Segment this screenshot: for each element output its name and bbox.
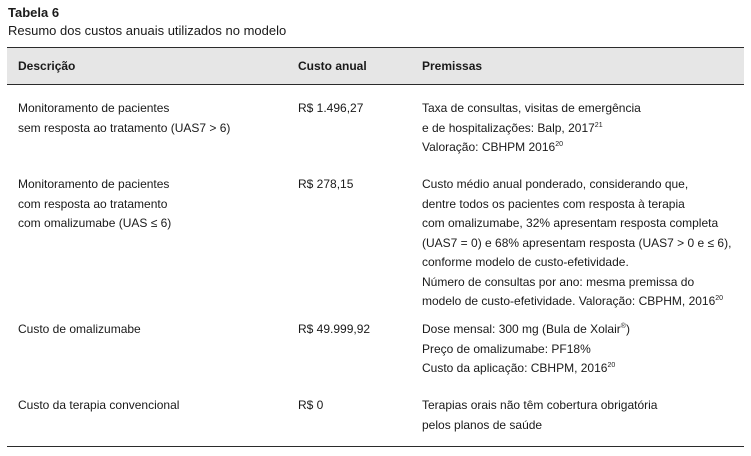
premise-line: Terapias orais não têm cobertura obrigatória <box>422 398 658 412</box>
reference-superscript: 20 <box>607 362 616 369</box>
reference-superscript: 20 <box>555 141 563 148</box>
premise-line: pelos planos de saúde <box>422 417 543 432</box>
premise-line: Preço de omalizumabe: PF18% <box>422 341 591 356</box>
row-cost: R$ 278,15 <box>298 177 354 191</box>
description-line: sem resposta ao tratamento (UAS7 > 6) <box>18 120 231 135</box>
row-premises <box>422 320 744 379</box>
cost-table <box>7 47 744 432</box>
row-cost: R$ 0 <box>298 398 324 412</box>
premise-line: conforme modelo de custo-efetividade. <box>422 255 629 269</box>
premise-line: modelo de custo-efetividade. Valoração: CBPHM, 2016$^{20}$ <box>422 294 724 308</box>
row-description <box>18 175 288 234</box>
table-caption-title: Tabela 6 <box>8 5 60 20</box>
premise-line: com omalizumabe, 32% apresentam resposta completa <box>422 216 719 230</box>
premise-line: dentre todos os pacientes com resposta à terapia <box>422 196 685 211</box>
description-line: Custo de omalizumabe <box>18 322 141 336</box>
row-cost: R$ 49.999,92 <box>298 322 371 336</box>
row-description <box>18 396 288 416</box>
premise-line: Número de consultas por ano: mesma premissa do <box>422 274 695 289</box>
header-description: Descrição <box>18 59 76 73</box>
premise-line: e de hospitalizações: Balp, 2017$^{21}$ <box>422 120 603 135</box>
premise-line: Custo da aplicação: CBHPM, 2016$^{20}$ <box>422 361 616 375</box>
row-premises <box>422 99 744 158</box>
table-bottom-rule <box>7 446 744 447</box>
header-premises: Premissas <box>422 59 483 73</box>
premise-line: Valoração: CBHPM 2016$^{20}$ <box>422 140 563 154</box>
registered-mark: ® <box>620 323 626 330</box>
reference-superscript: 21 <box>594 121 603 129</box>
table-header <box>7 47 744 85</box>
row-premises <box>422 175 744 312</box>
description-line: Monitoramento de pacientes <box>18 177 170 191</box>
description-line: com omalizumabe (UAS ≤ 6) <box>18 216 172 230</box>
description-line: com resposta ao tratamento <box>18 196 168 211</box>
premise-line: Custo médio anual ponderado, considerando que, <box>422 177 689 191</box>
row-premises <box>422 396 744 435</box>
premise-line: Dose mensal: 300 mg (Bula de Xolair®) <box>422 322 630 336</box>
row-cost: R$ 1.496,27 <box>298 101 364 115</box>
premise-line: (UAS7 = 0) e 68% apresentam resposta (UAS7 > 0 e ≤ 6), <box>422 235 732 250</box>
premise-line: Taxa de consultas, visitas de emergência <box>422 101 641 115</box>
description-line: Monitoramento de pacientes <box>18 101 170 115</box>
description-line: Custo da terapia convencional <box>18 398 180 412</box>
row-description <box>18 320 288 340</box>
header-annual-cost: Custo anual <box>298 59 367 73</box>
reference-superscript: 20 <box>715 295 724 302</box>
row-description <box>18 99 288 138</box>
table-caption-subtitle: Resumo dos custos anuais utilizados no modelo <box>8 23 287 38</box>
